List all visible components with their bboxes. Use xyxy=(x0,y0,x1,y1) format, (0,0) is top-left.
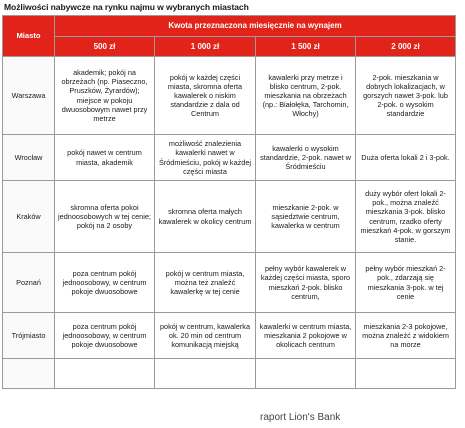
column-header-1500: 1 500 zł xyxy=(256,37,356,57)
table-cell: skromna oferta pokoi jednoosobowych w tej cenie; pokój na 2 osoby xyxy=(55,181,155,253)
column-header-500: 500 zł xyxy=(55,37,155,57)
table-cell: mieszkania 2-3 pokojowe, można znaleźć z widokiem na morze xyxy=(356,313,456,359)
table-row-krakow xyxy=(3,181,456,253)
column-header-1000: 1 000 zł xyxy=(155,37,256,57)
header-row-top xyxy=(3,16,456,37)
source-caption: raport Lion's Bank xyxy=(260,412,341,423)
table-row-wroclaw xyxy=(3,135,456,181)
table-cell: poza centrum pokój jednoosobowy, w centrum pokoje dwuosobowe xyxy=(55,253,155,313)
table-title: Możliwości nabywcze na rynku najmu w wybranych miastach xyxy=(4,2,249,12)
table-cell: duży wybór ofert lokali 2-pok., można znaleźć mieszkania 3-pok. blisko centrum, rzadko oferty mieszkań 4-pok. w gorszym stanie. xyxy=(356,181,456,253)
city-header: Miasto xyxy=(3,16,55,57)
table-row-trojmiasto xyxy=(3,313,456,359)
table-cell: pełny wybór kawalerek w każdej części miasta, sporo mieszkań 2-pok. blisko centrum, xyxy=(256,253,356,313)
table-cell: pokój w centrum, kawalerka ok. 20 min od centrum komunikacją miejską xyxy=(155,313,256,359)
amount-span-header: Kwota przeznaczona miesięcznie na wynajem xyxy=(55,16,456,37)
table-row-warszawa xyxy=(3,57,456,135)
table-cell: pokój w każdej części miasta, skromna oferta kawalerek o niskim standardzie z dala od Centrum xyxy=(155,57,256,135)
table-cell: kawalerki przy metrze i blisko centrum, 2-pok. mieszkania na obrzeżach (np.: Białołęka, Tarchomin, Włochy) xyxy=(256,57,356,135)
rental-table xyxy=(2,15,456,389)
table-cell: pokój nawet w centrum miasta, akademik xyxy=(55,135,155,181)
city-cell: Warszawa xyxy=(3,57,55,135)
empty-cell xyxy=(55,359,155,389)
table-cell: skromna oferta małych kawalerek w okolicy centrum xyxy=(155,181,256,253)
column-header-2000: 2 000 zł xyxy=(356,37,456,57)
table-cell: pokój w centrum miasta, można też znaleźć kawalerkę w tej cenie xyxy=(155,253,256,313)
empty-cell xyxy=(356,359,456,389)
empty-cell xyxy=(3,359,55,389)
table-cell: poza centrum pokój jednoosobowy, w centrum pokoje dwuosobowe xyxy=(55,313,155,359)
table-cell: Duża oferta lokali 2 i 3-pok. xyxy=(356,135,456,181)
table-cell: kawalerki o wysokim standardzie, 2-pok. nawet w Śródmieściu xyxy=(256,135,356,181)
empty-cell xyxy=(256,359,356,389)
table-row-poznan xyxy=(3,253,456,313)
empty-cell xyxy=(155,359,256,389)
table-row-blank xyxy=(3,359,456,389)
city-cell: Kraków xyxy=(3,181,55,253)
table-cell: 2-pok. mieszkania w dobrych lokalizacjach, w gorszych nawet 3-pok. lub 2-pok. o wysokim standardzie xyxy=(356,57,456,135)
header-row-columns xyxy=(3,37,456,57)
table-cell: mieszkanie 2-pok. w sąsiedztwie centrum, kawalerka w centrum xyxy=(256,181,356,253)
table-cell: pełny wybór mieszkań 2-pok., zdarzają się mieszkania 3-pok. w tej cenie xyxy=(356,253,456,313)
city-cell: Trójmiasto xyxy=(3,313,55,359)
city-cell: Wrocław xyxy=(3,135,55,181)
table-cell: możliwość znalezienia kawalerki nawet w Śródmieściu, pokój w każdej części miasta xyxy=(155,135,256,181)
city-cell: Poznań xyxy=(3,253,55,313)
table-cell: kawalerki w centrum miasta, mieszkania 2 pokojowe w okolicach centrum xyxy=(256,313,356,359)
table-cell: akademik; pokój na obrzeżach (np. Piaseczno, Pruszków, Żyrardów); miejsce w pokoju dwuosobowym nawet przy metrze xyxy=(55,57,155,135)
